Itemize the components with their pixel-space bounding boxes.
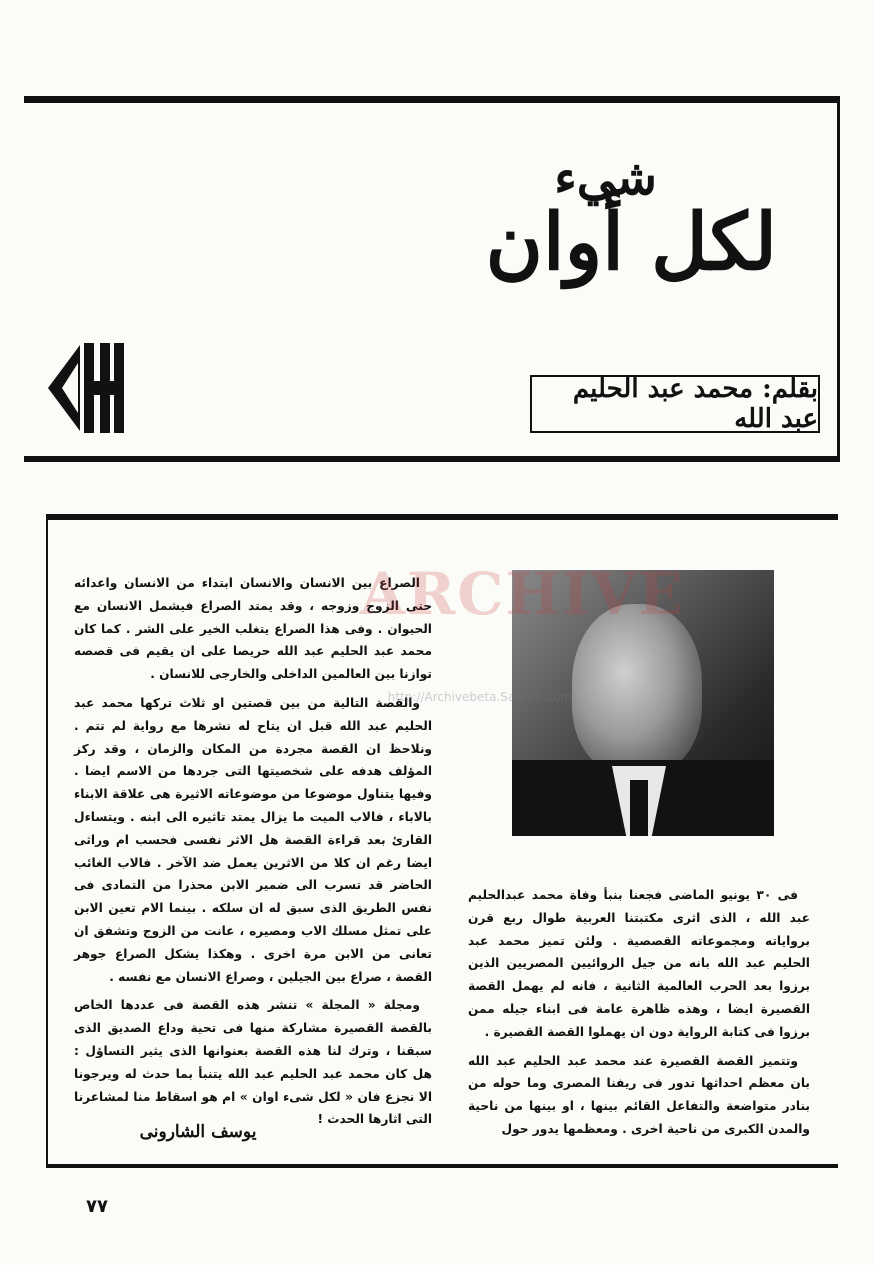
watermark-url: http://Archivebeta.Sakhrit.com [387,690,573,704]
article-column-left [74,572,432,1137]
author-signature: يوسف الشارونى [139,1122,257,1142]
paragraph: ومجلة « المجلة » تنشر هذه القصة فى عددها الخاص بالقصة القصيرة مشاركة منها فى تحية وداع الصديق الذى سبقنا ، وترك لنا هذه القصة بعنوانها الذى يثير التساؤل : هل كان محمد عبد الحليم عبد الله يتنبأ بما حدث له ويرجونا الا نجزع فان « لكل شىء اوان » ام هو اسقاط منا لمشاعرنا التى اثارها الحدث ! [74,998,432,1127]
paragraph: فى ٣٠ يونيو الماضى فجعنا بنبأ وفاة محمد عبدالحليم عبد الله ، الذى اثرى مكتبتنا العربية طوال ربع قرن برواياته ومجموعاته القصصية . ولئن تميز محمد عبد الحليم عبد الله بانه من جيل الروائيين المصريين الذين برزوا بعد الحرب العالمية الثانية ، فانه لم يهمل القصة القصيرة ايضا ، وهذه ظاهرة عامة فى ابناء جيله ممن برزوا فى كتابة الرواية دون ان يهملوا القصة القصيرة . [468,888,810,1039]
header-box [24,96,840,462]
arrow-logo-icon [48,343,124,433]
article-column-right [468,884,810,1147]
series-title [457,150,777,288]
series-title-line2: لكل أوان [485,197,777,288]
watermark-text: ARCHIVE [360,560,685,628]
series-title-line1: شيء [554,150,657,206]
paragraph: والقصة التالية من بين قصتين او ثلاث تركها محمد عبد الحليم عبد الله قبل ان يتاح له نشرها مع رواية لم تتم . ونلاحظ ان القصة مجردة من المكان والزمان ، وقد ركز المؤلف هدفه على شخصيتها التى جردها من الاسم ايضا . وفيها يتناول موضوعا من موضوعاته الاثيرة هى علاقة الابناء بالاباء ، فالاب الميت ما يزال يمتد تاثيره الى ابنه . ويتساءل القارئ بعد قراءة القصة هل الاثر نفسى فحسب ام وراثى ايضا رغم ان كلا من الاثرين يعمل ضد الآخر . فالاب الغائب الحاضر قد تسرب الى ضمير الابن محذرا من التمادى فى نفس الطريق الذى سبق له ان سلكه . بينما الام تعين الابن على تمثل مسلك الاب ومصيره ، عانت من الزوج وتشفق ان تعانى من الابن مرة اخرى . وهكذا يشكل الصراع جوهر القصة ، صراع بين الجيلين ، وصراع الانسان مع نفسه . [74,695,432,984]
paragraph: الصراع بين الانسان والانسان ابتداء من الانسان واعدائه حتى الزوج وزوجه ، وقد يمتد الصراع فيشمل الانسان مع الحيوان . وفى هذا الصراع يتغلب الخير على الشر . كما كان محمد عبد الحليم عبد الله حريصا على ان يقيم فى قصصه توازنا بين العالمين الداخلى والخارجى للانسان . [74,576,432,682]
byline: بقلم: محمد عبد الحليم عبد الله [530,375,820,433]
page-number: ٧٧ [86,1196,108,1217]
paragraph: وتتميز القصة القصيرة عند محمد عبد الحليم عبد الله بان معظم احداثها تدور فى ريفنا المصرى وما حوله من بنادر متواضعة والتفاعل القائم بينها ، او بينها من ناحية والمدن الكبرى من ناحية اخرى . ومعظمها يدور حول [468,1053,810,1136]
